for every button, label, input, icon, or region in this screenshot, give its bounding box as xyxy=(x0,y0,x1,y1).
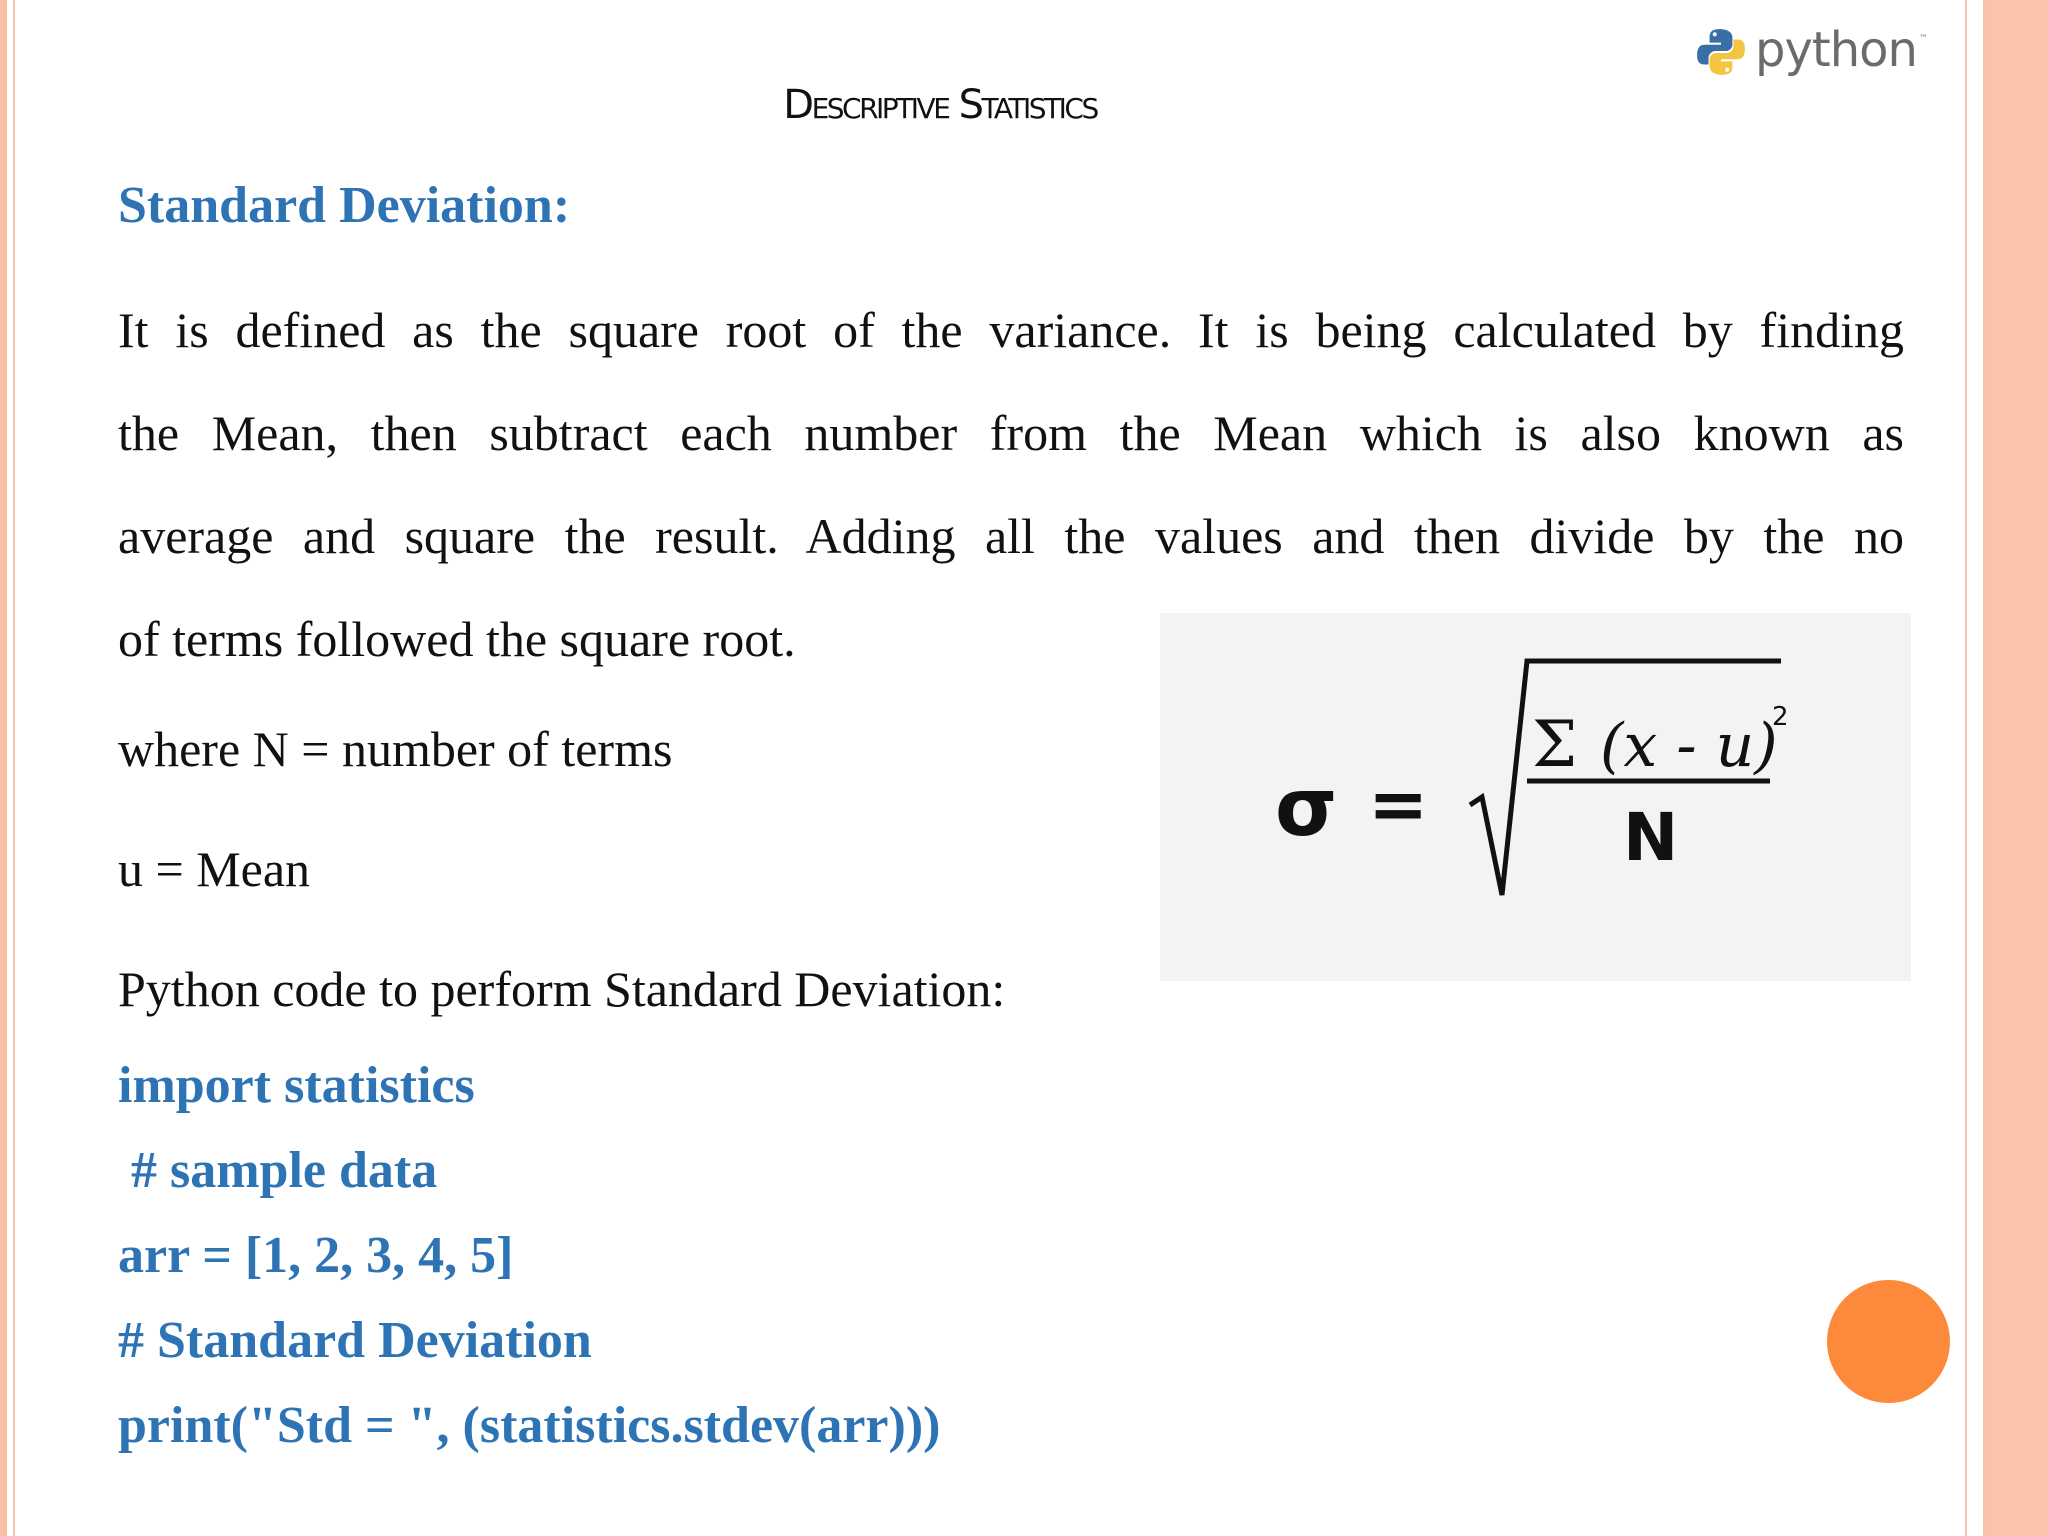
code-line: print("Std = ", (statistics.stdev(arr))) xyxy=(118,1397,941,1454)
frame-left-line xyxy=(13,0,15,1536)
formula-sigma: σ xyxy=(1275,761,1338,854)
code-line: import statistics xyxy=(118,1057,475,1114)
code-line: # sample data xyxy=(118,1142,438,1199)
frame-right-line-inner xyxy=(1965,0,1967,1536)
formula-equals: = xyxy=(1368,762,1429,846)
formula-exponent: 2 xyxy=(1772,702,1789,732)
code-line: # Standard Deviation xyxy=(118,1312,592,1369)
mean-definition: u = Mean xyxy=(118,841,311,897)
paragraph-line: average and square the result. Adding all the values and then divide by the no xyxy=(118,508,1904,564)
std-dev-formula xyxy=(1160,613,1911,981)
paragraph-line: of terms followed the square root. xyxy=(118,611,796,667)
formula-numerator: (x - u) xyxy=(1600,711,1778,781)
frame-right-band xyxy=(1986,0,2048,1536)
slide-title: Descriptive Statistics xyxy=(783,82,1097,128)
formula-denominator: N xyxy=(1623,799,1679,876)
code-line: arr = [1, 2, 3, 4, 5] xyxy=(118,1227,514,1284)
python-logo-trademark: ™ xyxy=(1918,34,1928,44)
python-logo xyxy=(1695,22,1928,82)
orange-circle-decoration xyxy=(1827,1280,1950,1403)
paragraph-line: the Mean, then subtract each number from the Mean which is also known as xyxy=(118,405,1904,461)
section-heading: Standard Deviation: xyxy=(118,177,571,234)
python-logo-icon xyxy=(1695,26,1747,78)
python-logo-text: python xyxy=(1755,22,1917,78)
frame-left-band xyxy=(0,0,7,1536)
std-dev-formula-image xyxy=(1160,613,1911,981)
formula-sum-symbol: Σ xyxy=(1532,708,1578,782)
where-definition: where N = number of terms xyxy=(118,721,673,777)
paragraph-line: It is defined as the square root of the variance. It is being calculated by finding xyxy=(118,302,1904,358)
code-intro: Python code to perform Standard Deviation: xyxy=(118,961,1006,1017)
